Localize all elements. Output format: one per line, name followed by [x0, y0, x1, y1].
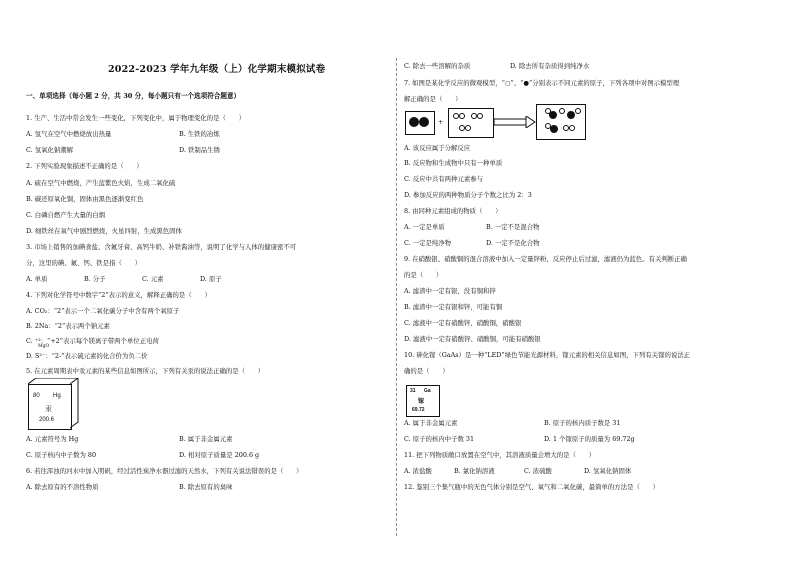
question-3: 3. 市场上销售的加碘食盐、含氟牙膏、高钙牛奶、补铁酱油等，说明了化学与人体的健康密不可	[26, 243, 297, 251]
gallium-element-cell	[406, 385, 440, 417]
reactant-box-2	[448, 108, 494, 138]
question-7-cont: 解正确的是（ ）	[404, 95, 462, 103]
ga-name: 镓	[418, 398, 425, 405]
black-atom	[549, 111, 557, 119]
black-atom	[567, 111, 575, 119]
white-atom	[569, 125, 575, 131]
q7-option-d: D. 参加反应的两种物质分子个数之比为 2：3	[404, 191, 532, 199]
q7-option-a: A. 该反应属于分解反应	[404, 144, 471, 152]
q8-option-d: D. 一定不是化合物	[486, 239, 540, 247]
white-atom	[459, 113, 465, 119]
question-10: 10. 砷化镓（GaAs）是一种“LED”绿色节能光源材料，镓元素的相关信息如图，下列有关镓的说法正	[404, 351, 691, 359]
q11-option-b: B. 氯化钠溶液	[454, 467, 495, 475]
black-atom	[550, 125, 558, 133]
q1-option-c: C. 氢氧化钠潮解	[26, 146, 74, 154]
ga-atomic-mass: 69.72	[412, 407, 425, 413]
q6-option-a: A. 除去原有的不溶性物质	[26, 483, 99, 491]
question-1: 1. 生产、生活中常会发生一些变化，下列变化中，属于物理变化的是（ ）	[26, 114, 246, 122]
q7-option-b: B. 反应物和生成物中只有一种单质	[404, 159, 503, 167]
question-10-cont: 确的是（ ）	[404, 367, 449, 375]
reaction-arrow-icon	[494, 116, 536, 128]
black-atom	[419, 117, 429, 127]
q8-option-a: A. 一定是单质	[404, 223, 445, 231]
q3-option-d: D. 原子	[200, 275, 222, 283]
hg-symbol: Hg	[53, 393, 61, 399]
q6-option-b: B. 除去原有的臭味	[179, 483, 233, 491]
q11-option-c: C. 浓硫酸	[524, 467, 552, 475]
white-atom	[575, 108, 581, 114]
question-6: 6. 若往浑浊的河水中加入明矾，经过活性炭净水器过滤的天然水，下列有关说法错误的是（ ）	[26, 467, 303, 475]
q9-option-c: C. 滤液中一定有硝酸锌、硝酸铜，硝酸银	[404, 319, 522, 327]
q5-option-d: D. 相对原子质量是 200.6 g	[179, 451, 260, 459]
q11-option-a: A. 浓盐酸	[404, 467, 432, 475]
hg-cell-3d-top	[28, 378, 80, 386]
q2-option-d: D. 细铁丝在氧气中剧烈燃烧，火星四射，生成黑色固体	[26, 227, 182, 235]
q5-option-a: A. 元素符号为 Hg	[26, 435, 79, 443]
q11-option-d: D. 氢氧化钠固体	[584, 467, 632, 475]
question-4: 4. 下列对化学符号中数字“2”表示的意义，解释正确的是（ ）	[26, 291, 211, 299]
ga-atomic-number: 31	[410, 388, 416, 394]
q4-c-symbol: MgO	[38, 344, 50, 349]
q4-option-d: D. S²⁻：“2-”表示硫元素的化合价为负二价	[26, 352, 148, 360]
q3-option-a: A. 单质	[26, 275, 48, 283]
q4-option-b: B. 2Na：“2”表示两个钠元素	[26, 322, 110, 330]
q10-option-a: A. 属于非金属元素	[404, 419, 458, 427]
q8-option-c: C. 一定是纯净物	[404, 239, 452, 247]
reactant-box-1	[405, 111, 435, 135]
q8-option-b: B. 一定不是混合物	[486, 223, 540, 231]
product-box	[536, 104, 586, 140]
q1-option-a: A. 氢气在空气中燃烧放出热量	[26, 130, 112, 138]
question-8: 8. 由同种元素组成的物质（ ）	[404, 207, 502, 215]
white-atom	[559, 108, 565, 114]
black-atom	[409, 117, 419, 127]
q4-option-a: A. CO₂：“2”表示一个二氧化碳分子中含有两个氧原子	[26, 307, 180, 315]
q6-option-c: C. 除去一些溶解的杂质	[404, 62, 471, 70]
column-divider	[396, 58, 397, 536]
mercury-element-cell	[28, 384, 72, 430]
question-9: 9. 在硝酸银、硝酸铜的混合溶液中加入一定量锌粉，反应停止后过滤，滤液仍为蓝色。有关判断正确	[404, 255, 687, 263]
question-5: 5. 在元素周期表中汞元素的某些信息如图所示，下列有关汞的说法正确的是（ ）	[26, 367, 265, 375]
question-9-cont: 的是（ ）	[404, 271, 443, 279]
q9-option-a: A. 滤渣中一定有银，没有铜和锌	[404, 287, 496, 295]
exam-title: 2022-2023 学年九年级（上）化学期末模拟试卷	[108, 64, 326, 75]
q2-option-b: B. 碳还原氧化铜，固体由黑色逐渐变红色	[26, 195, 144, 203]
q1-option-d: D. 铁制品生锈	[179, 146, 220, 154]
hg-atomic-mass: 200.6	[39, 417, 55, 423]
section-heading: 一、单项选择（每小题 2 分，共 30 分，每小题只有一个选项符合题意）	[26, 92, 241, 100]
ga-symbol: Ga	[424, 388, 431, 394]
question-3-cont: 分，这里的碘、氟、钙、铁是指（ ）	[26, 259, 142, 267]
q7-option-c: C. 反应中共有两种元素参与	[404, 175, 484, 183]
q5-option-c: C. 原子核内中子数为 80	[26, 451, 97, 459]
question-12: 12. 鉴别三个集气瓶中的无色气体分别是空气、氧气和二氧化碳，最简单的方法是（ ）	[404, 483, 660, 491]
question-11: 11. 把下列物质敞口放置在空气中，其溶液质量会增大的是（ ）	[404, 451, 596, 459]
q10-option-b: B. 原子的核内质子数是 31	[544, 419, 621, 427]
white-atom	[465, 125, 471, 131]
q9-option-b: B. 滤渣中一定有银和锌，可能有铜	[404, 303, 503, 311]
hg-name: 汞	[45, 405, 52, 413]
q5-option-b: B. 属于非金属元素	[179, 435, 233, 443]
q1-option-b: B. 生铁的冶炼	[179, 130, 220, 138]
q2-option-c: C. 白磷自燃产生大量的白烟	[26, 211, 106, 219]
question-7: 7. 如图是某化学反应的微观模型，“○”、“●”分别表示不同元素的原子，下列各项中对图示模型理	[404, 79, 680, 87]
q10-option-d: D. 1 个镓原子的质量为 69.72g	[544, 435, 635, 443]
q4-option-c: C. ⁺²：“+2”表示每个镁离子带两个单位正电荷	[26, 337, 159, 345]
q9-option-d: D. 滤液中一定有硝酸锌、硝酸铜，可能有硝酸银	[404, 335, 541, 343]
q3-option-b: B. 分子	[84, 275, 106, 283]
q6-option-d: D. 除去所有杂质得到纯净水	[510, 62, 590, 70]
q2-option-a: A. 硫在空气中燃烧，产生蓝紫色火焰，生成二氧化硫	[26, 179, 176, 187]
white-atom	[477, 113, 483, 119]
q10-option-c: C. 原子的核内中子数 31	[404, 435, 475, 443]
q3-option-c: C. 元素	[142, 275, 164, 283]
question-2: 2. 下列实验现象描述不正确的是（ ）	[26, 162, 143, 170]
plus-sign: +	[438, 118, 444, 126]
hg-atomic-number: 80	[33, 393, 40, 399]
